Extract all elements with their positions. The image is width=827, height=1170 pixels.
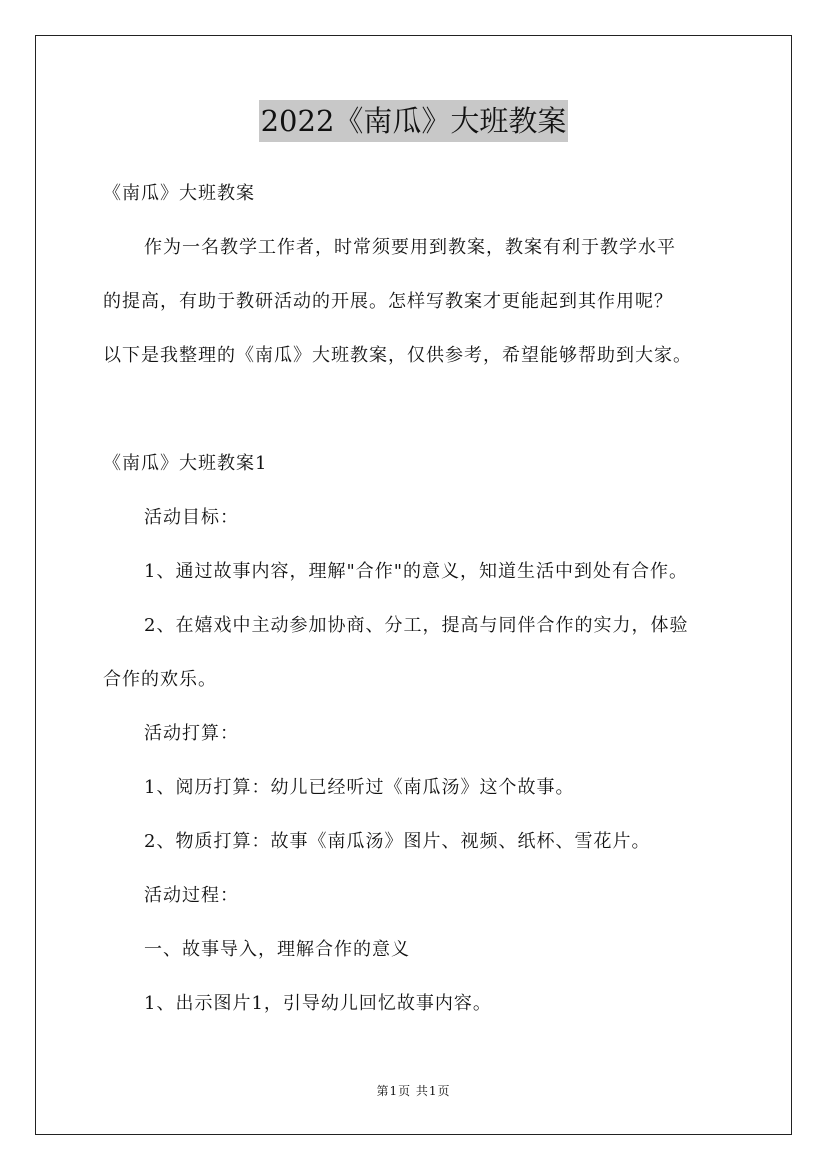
paragraph-line: 作为一名教学工作者，时常须要用到教案，教案有利于教学水平 (144, 237, 676, 258)
paragraph-line: 一、故事导入，理解合作的意义 (144, 939, 410, 960)
paragraph-line: 以下是我整理的《南瓜》大班教案，仅供参考，希望能够帮助到大家。 (103, 345, 692, 366)
title-container (0, 100, 827, 142)
paragraph-line: 合作的欢乐。 (103, 669, 217, 690)
page-footer: 第1页 共1页 (376, 1084, 451, 1098)
section-heading: 《南瓜》大班教案 (103, 183, 255, 204)
paragraph-line: 活动过程： (144, 885, 239, 906)
paragraph-line: 的提高，有助于教研活动的开展。怎样写教案才更能起到其作用呢？ (103, 291, 673, 312)
section-heading: 《南瓜》大班教案1 (103, 453, 268, 474)
paragraph-line: 1、通过故事内容，理解"合作"的意义，知道生活中到处有合作。 (144, 561, 689, 582)
paragraph-line: 活动打算： (144, 723, 239, 744)
paragraph-line: 1、阅历打算：幼儿已经听过《南瓜汤》这个故事。 (144, 777, 575, 798)
paragraph-line: 2、物质打算：故事《南瓜汤》图片、视频、纸杯、雪花片。 (144, 831, 651, 852)
paragraph-line: 活动目标： (144, 507, 239, 528)
paragraph-line: 2、在嬉戏中主动参加协商、分工，提高与同伴合作的实力，体验 (144, 615, 689, 636)
document-title: 2022《南瓜》大班教案 (259, 100, 569, 142)
paragraph-line: 1、出示图片1，引导幼儿回忆故事内容。 (144, 993, 492, 1014)
